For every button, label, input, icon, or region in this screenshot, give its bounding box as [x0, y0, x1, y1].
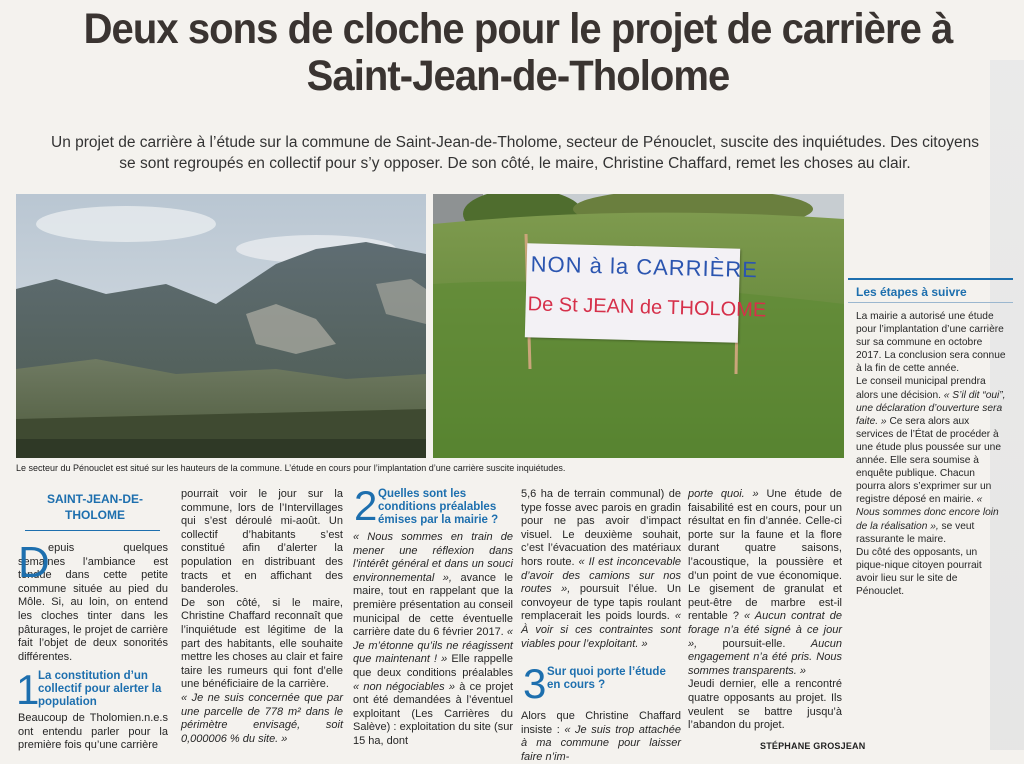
protest-banner: [525, 243, 767, 343]
col3-quote-1: « Nous sommes en train de mener une réflexion dans l’intérêt général et dans un souci environnemental »,: [353, 531, 513, 584]
col2-quote: « Je ne suis concernée que par une parcelle de 778 m² dans le périmètre envisagé, soit 0,000006 % du site. »: [181, 691, 343, 745]
col3-text-3: à ce projet ont été demandées à l’éventuel exploitant (Les Carrières du Salève) : exploitation du site (sur 15 ha, dont: [353, 680, 513, 747]
dateline: SAINT-JEAN-DE-THOLOME: [46, 492, 143, 522]
banner-text-line2: De St JEAN de THOLOME: [527, 293, 767, 322]
column-4: [521, 488, 681, 651]
col5-quote-1: porte quoi. »: [688, 488, 759, 500]
col3-text-2: Elle rappelle que deux conditions préalables: [353, 653, 513, 679]
photo-mountains: [16, 194, 426, 458]
column-1: [18, 538, 168, 664]
section-1-title: La constitution d’un collectif pour alerter la population: [38, 670, 162, 708]
column-1-continued: Beaucoup de Tholomien.n.e.s ont entendu parler pour la première fois qu’une carrière: [18, 712, 168, 752]
column-3: [353, 531, 513, 749]
col4-quote-1: « Il est inconcevable d’avoir des camions sur nos routes »,: [521, 555, 682, 596]
column-2: [181, 488, 343, 746]
sidebar-body: [856, 310, 1006, 598]
col3-text-1: avance le maire, tout en rappelant que la première présentation au conseil municipal de cette éventuelle carrière date du 6 février 2017.: [353, 571, 513, 639]
byline: STÉPHANE GROSJEAN: [760, 741, 866, 751]
col4-text-3: Alors que Christine Chaffard insiste :: [521, 710, 681, 736]
col3-quote-3: « non négociables »: [353, 680, 456, 693]
col5-quote-3: Aucun engagement n’a été pris. Nous sommes transparents. »: [688, 637, 842, 677]
sidebar-p2-a: Le conseil municipal prendra alors une décision.: [856, 376, 986, 401]
sidebar-title: Les étapes à suivre: [856, 285, 967, 299]
col5-text-1: Une étude de faisabilité est en cours, pour un résultat en fin d’année. Celle-ci porte sur la faune et la flore durant quatre saisons, l’acoustique, la poussière et d’un point de vue économique. Le gisement de granulat et peut-être de marbre est-il rentable ?: [688, 488, 843, 623]
drop-cap: D: [18, 538, 50, 587]
sidebar-p2-quote-2: « Nous sommes donc encore loin de la réalisation »,: [856, 494, 999, 532]
section-1-number: 1: [16, 666, 40, 713]
sidebar-top-rule: [848, 278, 1013, 280]
section-3-title: Sur quoi porte l’étude en cours ?: [547, 666, 666, 691]
standfirst: Un projet de carrière à l’étude sur la commune de Saint-Jean-de-Tholome, secteur de Pénouclet, suscite des inquiétudes. Des citoyens se sont regroupés en collectif pour s’y opposer. De son côté, le maire, Christine Chaffard, remet les choses au clair.: [51, 134, 979, 172]
col4-text-2: poursuit l’élue. Un convoyeur de type tapis roulant remplacerait les poids lourds.: [521, 583, 681, 623]
col5-text-2: poursuit-elle.: [722, 637, 786, 650]
headline: Deux sons de cloche pour le projet de carrière à Saint-Jean-de-Tholome: [83, 5, 953, 100]
col4-quote-2: « À voir si ces contraintes sont viables pour l’exploitant. »: [521, 610, 681, 650]
col2-paragraph-1: pourrait voir le jour sur la commune, lors de l’Intervillages qui s’est déroulé mi-août. Un collectif d’habitants s’est constitué afin d’alerter la population en distribuant des tracts et en affichant des banderoles.: [181, 488, 343, 596]
sidebar-title-rule: [848, 302, 1013, 303]
column-4-continued: [521, 710, 681, 764]
column-5: [688, 488, 842, 733]
intro-paragraph: epuis quelques semaines l’ambiance est tendue dans cette petite commune située au pied du Môle. Si, au loin, on entend les cloches tinter dans les pâturages, le projet de carrière fait l’objet de deux sonorités différentes.: [18, 542, 168, 663]
sidebar-paragraph-3: Du côté des opposants, un pique-nique citoyen pourrait avoir lieu sur le site de Pénouclet.: [856, 546, 982, 597]
section-3-number: 3: [523, 660, 547, 707]
mountain-landscape-image: [16, 194, 426, 458]
col3-quote-2: « Je m’étonne qu’ils ne réagissent que maintenant ! »: [353, 626, 513, 666]
banner-text-line1: NON à la CARRIÈRE: [530, 251, 759, 283]
col5-text-3: Jeudi dernier, elle a rencontré quatre opposants au projet. Ils veulent se battre jusqu’à l’abandon du projet.: [688, 678, 842, 732]
sidebar-p2-c: se veut rassurante le maire.: [856, 520, 975, 545]
col4-quote-3: « Je suis trop attachée à ma commune pour laisser faire n’im-: [521, 723, 682, 763]
section-2-title: Quelles sont les conditions préalables émises par la mairie ?: [378, 488, 499, 526]
section-2-number: 2: [354, 482, 378, 529]
col5-quote-2: « Aucun contrat de forage n’a été signé à ce jour »,: [688, 610, 843, 650]
sidebar-p2-b: Ce sera alors aux services de l’État de procéder à une étude plus poussée sur une année. Elle sera soumise à enquête publique. Chacun pourra alors s’exprimer sur un registre déposé en mairie.: [856, 415, 1001, 506]
dateline-rule: [25, 530, 160, 531]
sidebar-p2-quote: « S’il dit “oui”, une déclaration d’ouverture sera faite. »: [856, 389, 1006, 427]
sidebar-paragraph-1: La mairie a autorisé une étude pour l’implantation d’une carrière sur sa commune en octobre 2017. La conclusion sera connue à la fin de cette année.: [856, 311, 1006, 375]
photo-caption: Le secteur du Pénouclet est situé sur les hauteurs de la commune. L’étude en cours pour l’implantation d’une carrière suscite inquiétudes.: [16, 463, 566, 473]
col4-text-1: 5,6 ha de terrain communal) de type fosse avec parois en gradin pour ne pas avoir d’impact visuel. Le deuxième souhait, c’est l’évacuation des matériaux hors route.: [521, 488, 681, 568]
col2-paragraph-2: De son côté, si le maire, Christine Chaffard reconnaît que l’inquiétude est légitime de la part des habitants, elle souhaite mettre les choses au clair et faire taire les rumeurs qui font d’elle une bénéficiaire de la carrière.: [181, 596, 343, 691]
